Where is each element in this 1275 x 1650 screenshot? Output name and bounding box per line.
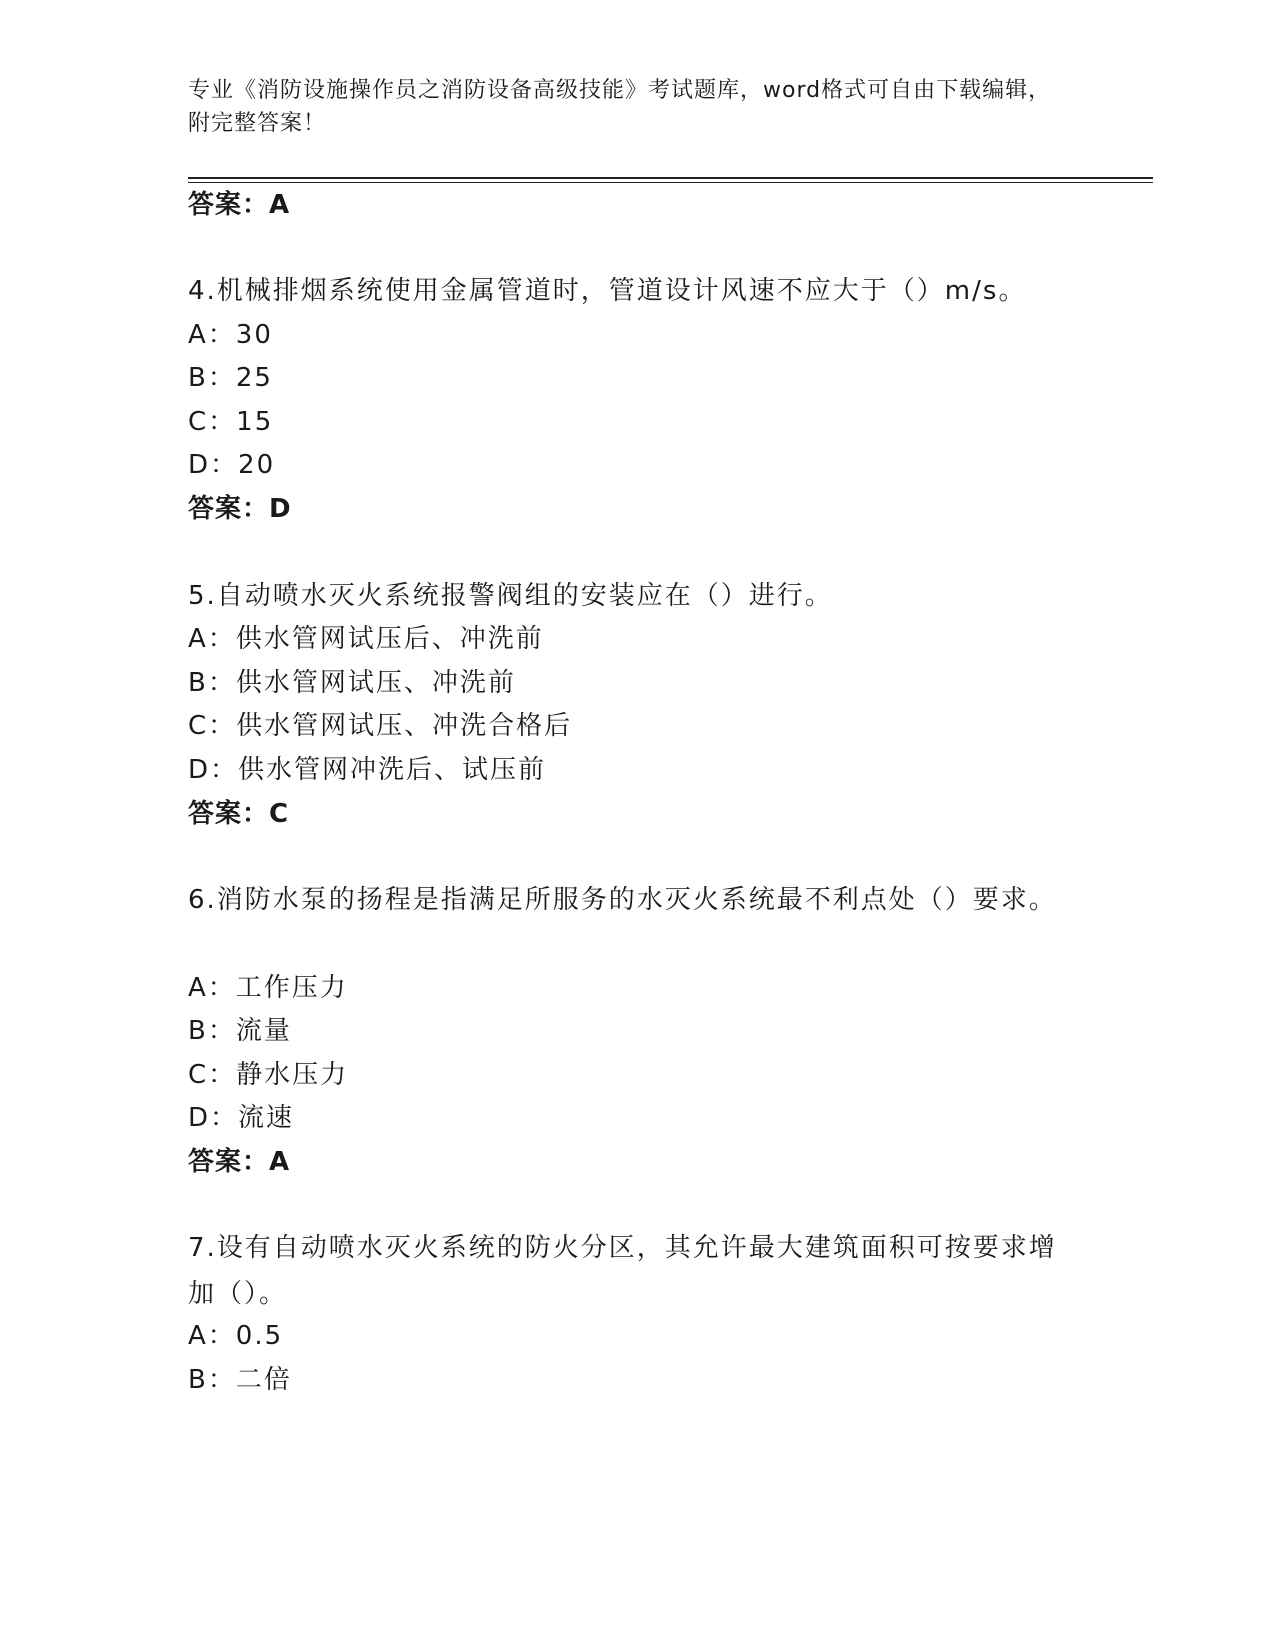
question-6-text: 6.消防水泵的扬程是指满足所服务的水灭火系统最不利点处（）要求。 <box>188 885 1057 915</box>
question-5-option-d: D：供水管网冲洗后、试压前 <box>188 755 547 785</box>
question-4-option-d: D：20 <box>188 450 276 480</box>
question-4-answer: 答案：D <box>188 494 292 524</box>
question-6-option-d: D：流速 <box>188 1103 295 1133</box>
document-header-note: 专业《消防设施操作员之消防设备高级技能》考试题库，word格式可自由下载编辑，附完整答案！ <box>188 78 1052 136</box>
question-6-option-b: B：流量 <box>188 1016 292 1046</box>
question-6-option-c: C：静水压力 <box>188 1060 349 1090</box>
question-7-option-a: A：0.5 <box>188 1321 284 1351</box>
header-divider-thin <box>188 182 1153 183</box>
question-5-option-c: C：供水管网试压、冲洗合格后 <box>188 711 573 741</box>
question-4-option-b: B：25 <box>188 363 273 393</box>
question-6-answer: 答案：A <box>188 1147 291 1177</box>
question-5-answer: 答案：C <box>188 799 290 829</box>
question-7-option-b: B：二倍 <box>188 1365 292 1395</box>
answer-q3: 答案：A <box>188 190 291 220</box>
question-7-text: 7.设有自动喷水灭火系统的防火分区，其允许最大建筑面积可按要求增加（）。 <box>188 1233 1057 1309</box>
question-4-option-a: A：30 <box>188 320 273 350</box>
question-5-option-b: B：供水管网试压、冲洗前 <box>188 668 516 698</box>
question-6-option-a: A：工作压力 <box>188 973 348 1003</box>
question-4-option-c: C：15 <box>188 407 274 437</box>
question-4-text: 4.机械排烟系统使用金属管道时，管道设计风速不应大于（）m/s。 <box>188 276 1027 306</box>
header-divider-thick <box>188 177 1153 179</box>
question-5-option-a: A：供水管网试压后、冲洗前 <box>188 624 544 654</box>
question-5-text: 5.自动喷水灭火系统报警阀组的安装应在（）进行。 <box>188 581 833 611</box>
